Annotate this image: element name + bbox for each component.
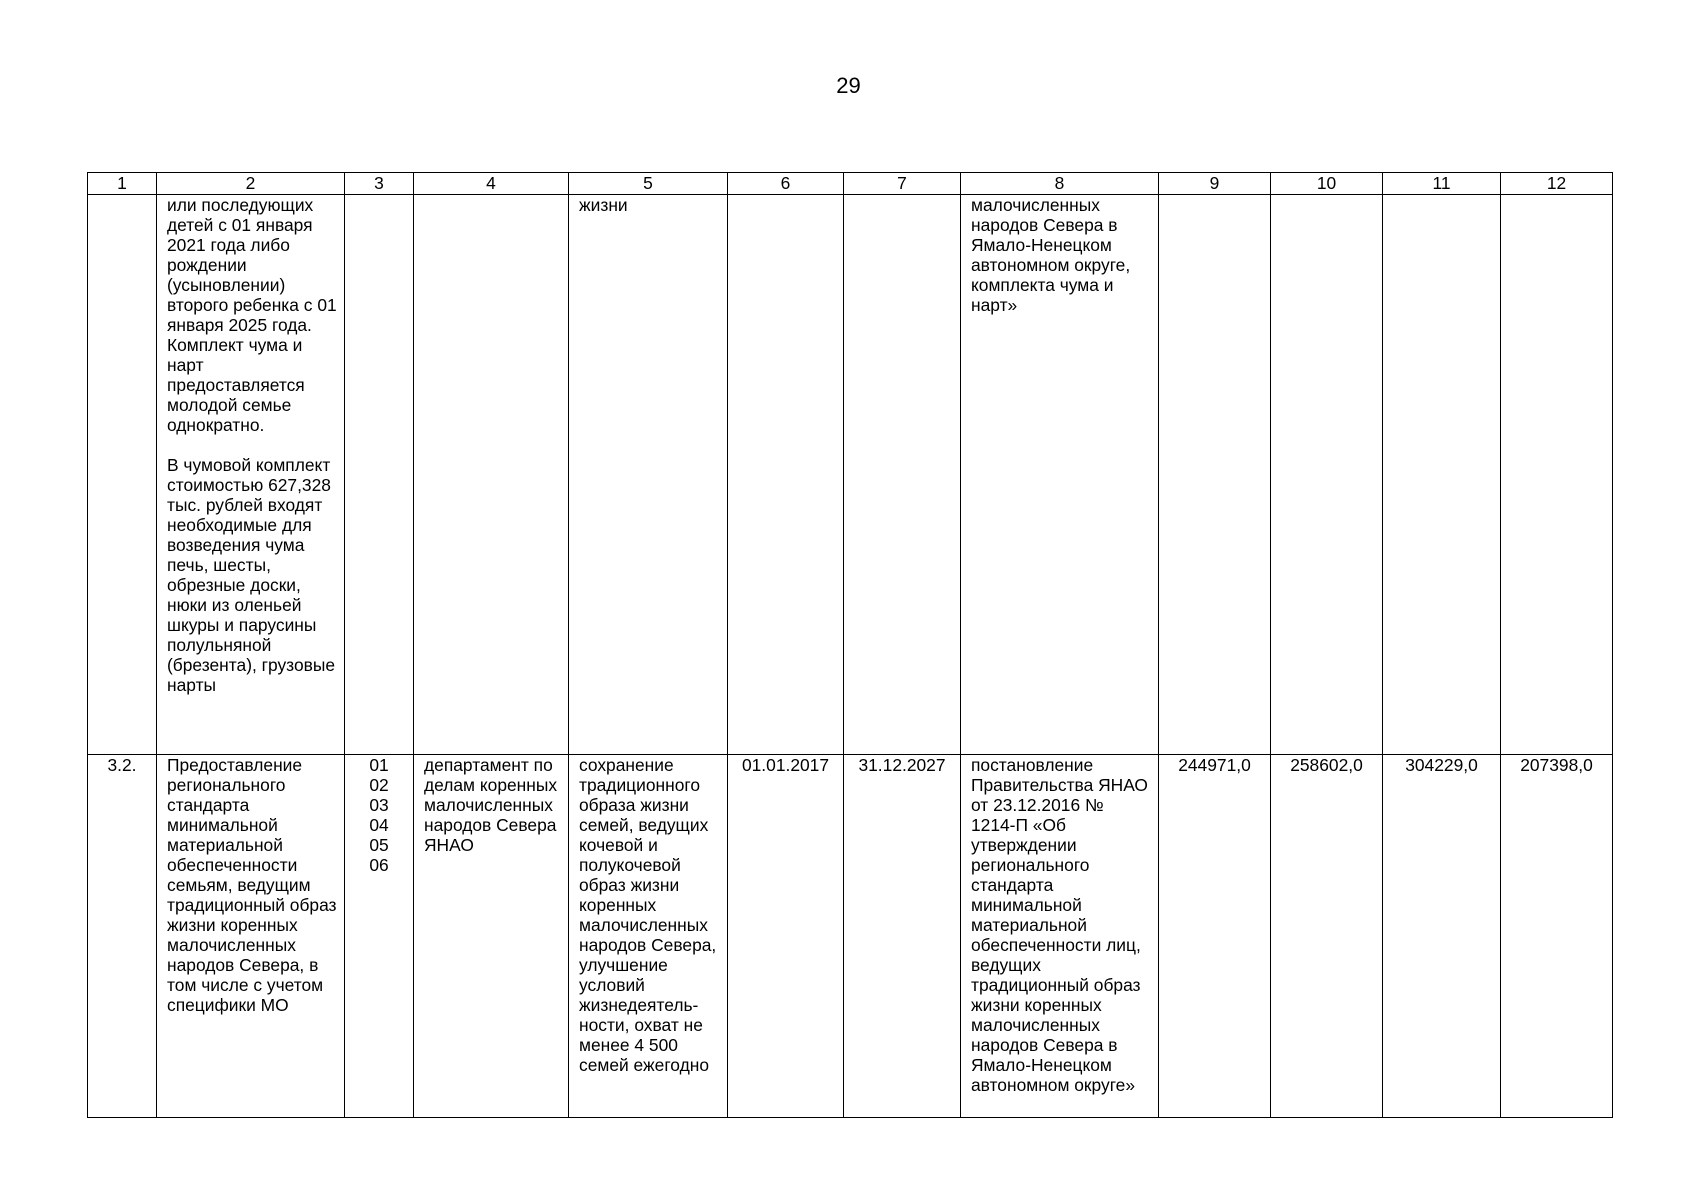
measure-name-cell: Предоставление регионального стандарта минимальной материальной обеспеченности семьям, ведущим традиционный образ жизни коренных малочисленных народов Севера, в том числе с учетом специфики МО (157, 755, 345, 1118)
municipality-codes-cell: 01 02 03 04 05 06 (345, 755, 414, 1118)
column-header: 1 (88, 173, 157, 195)
legal-act-cell: постановление Правительства ЯНАО от 23.12.2016 № 1214-П «Об утверждении регионального стандарта минимальной материальной обеспеченности лиц, ведущих традиционный образ жизни коренных малочисленных народов Севера в Ямало-Ненецком автономном округе» (961, 755, 1159, 1118)
measure-name-cell: или последующих детей с 01 января 2021 года либо рождении (усыновлении) второго ребенка с 01 января 2025 года. Комплект чума и нарт предоставляется молодой семье однократно. В чумовой комплект стоимостью 627,328 тыс. рублей входят необходимые для возведения чума печь, шесты, обрезные доски, нюки из оленьей шкуры и парусины полульняной (брезента), грузовые нарты (157, 195, 345, 755)
expected-result-cell: сохранение традиционного образа жизни семей, ведущих кочевой и полукочевой образ жизни коренных малочисленных народов Севера, улучшение условий жизнедеятель-ности, охват не менее 4 500 семей ежегодно (569, 755, 728, 1118)
column-header: 12 (1501, 173, 1613, 195)
value-cell (1271, 195, 1383, 755)
column-header: 5 (569, 173, 728, 195)
end-date-cell: 31.12.2027 (844, 755, 961, 1118)
column-header: 6 (728, 173, 844, 195)
table-row (88, 755, 1613, 1118)
value-cell: 244971,0 (1159, 755, 1271, 1118)
value-cell (1383, 195, 1501, 755)
end-date-cell (844, 195, 961, 755)
responsible-executor-cell: департамент по делам коренных малочисленных народов Севера ЯНАО (414, 755, 569, 1118)
value-cell: 207398,0 (1501, 755, 1613, 1118)
column-header: 4 (414, 173, 569, 195)
data-table (87, 172, 1613, 1118)
start-date-cell (728, 195, 844, 755)
legal-act-cell: малочисленных народов Севера в Ямало-Ненецком автономном округе, комплекта чума и нарт» (961, 195, 1159, 755)
table-row (88, 195, 1613, 755)
column-header: 10 (1271, 173, 1383, 195)
value-cell: 304229,0 (1383, 755, 1501, 1118)
column-header: 9 (1159, 173, 1271, 195)
start-date-cell: 01.01.2017 (728, 755, 844, 1118)
column-header: 7 (844, 173, 961, 195)
row-number-cell: 3.2. (88, 755, 157, 1118)
column-header: 8 (961, 173, 1159, 195)
expected-result-cell: жизни (569, 195, 728, 755)
municipality-codes-cell (345, 195, 414, 755)
responsible-executor-cell (414, 195, 569, 755)
value-cell (1159, 195, 1271, 755)
column-header: 3 (345, 173, 414, 195)
column-header: 11 (1383, 173, 1501, 195)
value-cell: 258602,0 (1271, 755, 1383, 1118)
page-number: 29 (836, 73, 861, 98)
header-row (88, 173, 1613, 195)
value-cell (1501, 195, 1613, 755)
row-number-cell (88, 195, 157, 755)
column-header: 2 (157, 173, 345, 195)
